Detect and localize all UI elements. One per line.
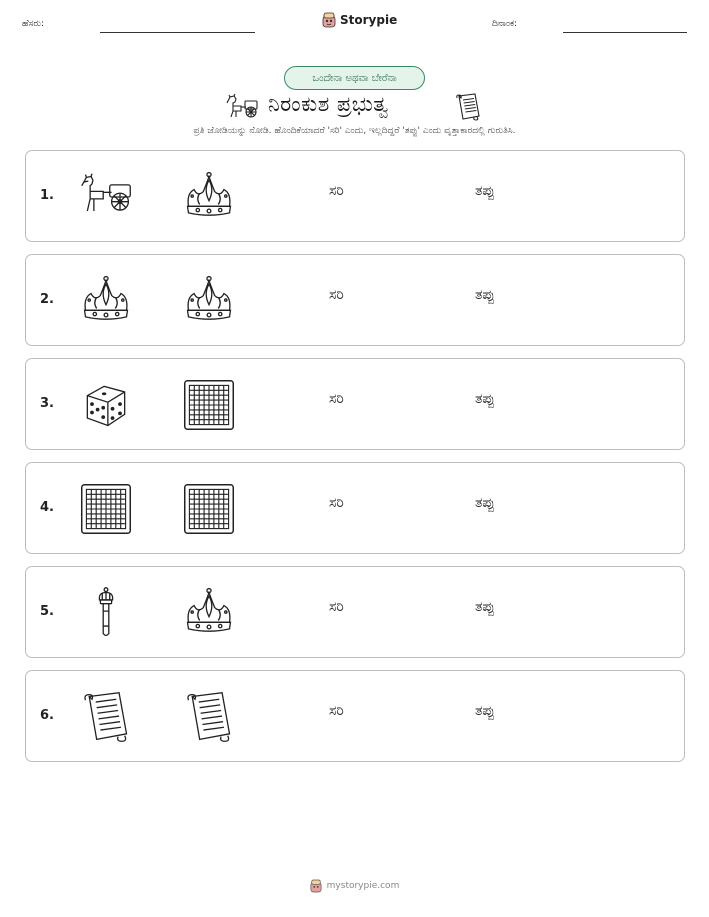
question-number: 5. [40, 604, 54, 619]
question-number: 2. [40, 292, 54, 307]
instructions: ಪ್ರತಿ ಜೋಡಿಯನ್ನು ನೋಡಿ. ಹೊಂದಿಕೆಯಾದರೆ 'ಸರಿ' ಎಂದು, ಇಲ್ಲದಿದ್ದರೆ 'ತಪ್ಪು' ಎಂದು ವೃತ್ತಾಕಾರದಲ್ಲಿ ಗುರುತಿಸಿ. [193, 126, 516, 136]
question-row-1 [25, 150, 685, 242]
option-no[interactable]: ತಪ್ಪು [475, 287, 495, 303]
page-title: ನಿರಂಕುಶ ಪ್ರಭುತ್ವ [268, 92, 389, 116]
question-row-4 [25, 462, 685, 554]
dice-icon [78, 377, 134, 433]
question-row-2 [25, 254, 685, 346]
title-row [0, 90, 709, 122]
option-no[interactable]: ತಪ್ಪು [475, 703, 495, 719]
name-line[interactable] [100, 32, 255, 33]
date-label: ದಿನಾಂಕ: [492, 19, 518, 29]
footer-url[interactable]: mystorypie.com [326, 881, 400, 891]
crown-icon [181, 169, 237, 225]
worksheet-type-badge: ಒಂದೇನಾ ಅಥವಾ ಬೇರೆನಾ [284, 66, 425, 90]
chariot-icon [224, 93, 260, 119]
question-number: 1. [40, 188, 54, 203]
option-yes[interactable]: ಸರಿ [329, 495, 344, 511]
option-no[interactable]: ತಪ್ಪು [475, 183, 495, 199]
brand-logo [322, 12, 397, 28]
board-icon [181, 481, 237, 537]
scroll-icon [181, 689, 237, 745]
board-icon [181, 377, 237, 433]
option-yes[interactable]: ಸರಿ [329, 599, 344, 615]
option-yes[interactable]: ಸರಿ [329, 183, 344, 199]
brand-name: Storypie [340, 13, 398, 27]
option-yes[interactable]: ಸರಿ [329, 391, 344, 407]
option-yes[interactable]: ಸರಿ [329, 703, 344, 719]
question-number: 4. [40, 500, 54, 515]
date-line[interactable] [563, 32, 687, 33]
scepter-icon [78, 585, 134, 641]
name-label: ಹೆಸರು: [22, 19, 45, 29]
option-no[interactable]: ತಪ್ಪು [475, 391, 495, 407]
option-no[interactable]: ತಪ್ಪು [475, 599, 495, 615]
crown-icon [181, 585, 237, 641]
option-yes[interactable]: ಸರಿ [329, 287, 344, 303]
scroll-icon [453, 92, 483, 122]
page-footer [0, 879, 709, 893]
board-icon [78, 481, 134, 537]
storypie-mascot-icon [322, 12, 336, 28]
storypie-mascot-icon [310, 879, 322, 893]
option-no[interactable]: ತಪ್ಪು [475, 495, 495, 511]
question-row-3 [25, 358, 685, 450]
crown-icon [181, 273, 237, 329]
scroll-icon [78, 689, 134, 745]
question-number: 3. [40, 396, 54, 411]
question-row-6 [25, 670, 685, 762]
chariot-icon [78, 169, 134, 225]
crown-icon [78, 273, 134, 329]
page-header [0, 0, 709, 50]
question-row-5 [25, 566, 685, 658]
question-number: 6. [40, 708, 54, 723]
